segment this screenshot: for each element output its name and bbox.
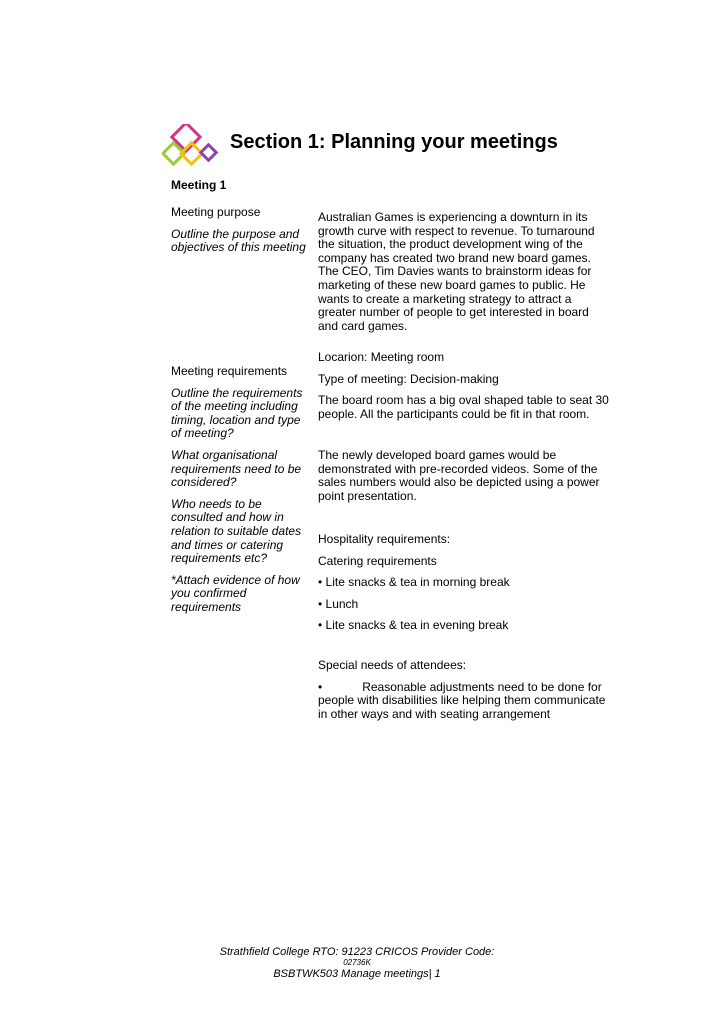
special-needs-text: Reasonable adjustments need to be done for people with disabilities like helping them communicate in other ways and with seating arrangement: [318, 679, 606, 721]
requirements-label-block: [171, 365, 306, 623]
special-needs-block: [318, 659, 610, 729]
catering-item-3: • Lite snacks & tea in evening break: [318, 618, 509, 633]
footer-line-2: 02736K: [343, 958, 371, 967]
room-text: The board room has a big oval shaped table to seat 30 people. All the participants could be fit in that room.: [318, 393, 609, 421]
meeting-label: Meeting 1: [171, 178, 227, 192]
special-needs-item: [318, 681, 610, 722]
hospitality-text: Hospitality requirements:: [318, 532, 451, 546]
requirements-hint-1: Outline the requirements of the meeting including timing, location and type of meeting?: [171, 385, 303, 441]
catering-item-1: • Lite snacks & tea in morning break: [318, 575, 510, 590]
bullet: •: [318, 679, 323, 694]
purpose-label-block: [171, 206, 306, 263]
hospitality-block: [318, 533, 610, 641]
demo-text-block: [318, 449, 610, 511]
demo-text: The newly developed board games would be demonstrated with pre-recorded videos. Some of the sales numbers would also be depicted using a power point presentation.: [318, 448, 600, 503]
requirements-hint-4: *Attach evidence of how you confirmed requirements: [171, 572, 300, 614]
purpose-text: Australian Games is experiencing a downturn in its growth curve with respect to revenue. To turnaround the situation, the product development wing of the company has created two brand new board games. The CEO, Tim Davies wants to brainstorm ideas for marketing of these new board games to public. He wants to create a marketing strategy to attract a greater number of people to get interested in board and card games.: [318, 210, 595, 333]
footer-line-1: Strathfield College RTO: 91223 CRICOS Provider Code:: [219, 946, 495, 958]
section-title: Section 1: Planning your meetings: [230, 131, 558, 153]
college-logo-icon: [162, 124, 222, 172]
location-text: Locarion: Meeting room: [318, 350, 445, 364]
special-needs-label: Special needs of attendees:: [318, 658, 467, 672]
catering-item-2: • Lunch: [318, 596, 359, 611]
page-footer: [150, 946, 564, 980]
requirements-hint-2: What organisational requirements need to be considered?: [171, 447, 302, 490]
requirements-label: Meeting requirements: [171, 364, 288, 378]
purpose-hint: Outline the purpose and objectives of this meeting: [171, 226, 306, 255]
purpose-text-block: [318, 211, 610, 341]
catering-text: Catering requirements: [318, 553, 437, 568]
requirements-text-block: [318, 351, 610, 429]
meeting-type-text: Type of meeting: Decision-making: [318, 371, 499, 386]
purpose-label: Meeting purpose: [171, 205, 261, 219]
requirements-hint-3: Who needs to be consulted and how in relation to suitable dates and times or catering requirements etc?: [171, 496, 302, 566]
footer-line-3: BSBTWK503 Manage meetings| 1: [273, 968, 441, 980]
